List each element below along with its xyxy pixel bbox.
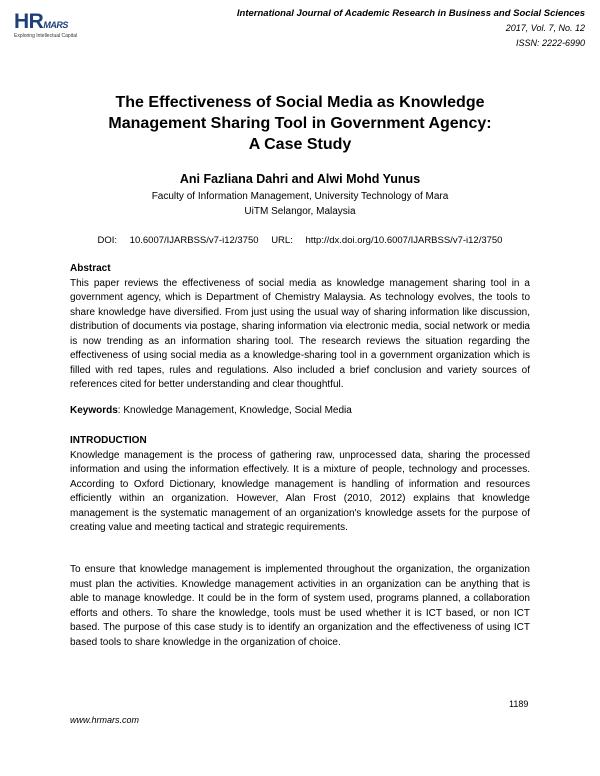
- introduction-paragraph-1: Knowledge management is the process of gathering raw, unprocessed data, sharing the processed information and using the information effectively. It is a mixture of people, technology and processes. According to Oxford Dictionary, knowledge management is handling of information and resources efficiently within an organization. However, Alan Frost (2010, 2012) explains that knowledge management is the systematic management of an organization's knowledge assets for the purpose of creating value and meeting tactical and strategic requirements.: [70, 449, 530, 533]
- keywords-label: Keywords: [70, 405, 118, 416]
- logo-main-text: HR: [14, 10, 44, 33]
- journal-info: [237, 6, 585, 51]
- url-label: URL:: [271, 235, 293, 246]
- introduction-heading: INTRODUCTION: [70, 435, 147, 446]
- doi-value[interactable]: 10.6007/IJARBSS/v7-i12/3750: [129, 235, 259, 246]
- journal-volume: 2017, Vol. 7, No. 12: [505, 23, 585, 33]
- introduction-section: [70, 434, 530, 536]
- introduction-paragraph-2: To ensure that knowledge management is implemented throughout the organization, the organization must plan the activities. Knowledge management activities in an organization can be anything that is able to manage knowledge. It could be in the form of system used, programs planned, a collaboration efforts and others. To share the knowledge, tools must be used whether it is ICT based, or non ICT based. The purpose of this case study is to identify an organization and the effectiveness of using ICT based tools to share knowledge in the organization of choice.: [70, 564, 530, 648]
- logo-small-text: MARS: [43, 20, 68, 30]
- page-number: 1189: [509, 699, 529, 709]
- title-line-3: A Case Study: [248, 136, 352, 153]
- website-link[interactable]: www.hrmars.com: [70, 715, 140, 725]
- abstract-heading: Abstract: [70, 263, 111, 274]
- doi-line: [40, 235, 560, 246]
- keywords-line: [70, 404, 530, 419]
- paper-authors: Ani Fazliana Dahri and Alwi Mohd Yunus: [179, 172, 421, 186]
- logo-tagline: Exploring Intellectual Capital: [14, 33, 78, 39]
- paper-title: [40, 92, 560, 155]
- journal-name: International Journal of Academic Research in Business and Social Sciences: [236, 8, 585, 19]
- title-line-1: The Effectiveness of Social Media as Knowledge: [115, 94, 485, 111]
- logo-wordmark: [14, 10, 68, 34]
- author-affiliation: [40, 189, 560, 219]
- affiliation-line-2: UiTM Selangor, Malaysia: [244, 206, 356, 217]
- journal-issn: ISSN: 2222-6990: [515, 38, 585, 48]
- publisher-logo: [14, 10, 104, 50]
- abstract-text: This paper reviews the effectiveness of social media as knowledge management sharing tool in a government agency, which is Department of Chemistry Malaysia. As technology evolves, the tools to share knowledge have diversified. From just using the usual way of sharing information like discussion, distribution of documents via postage, sharing information via electronic media, social network or media is now trending as an information sharing tool. The research reviews the situation regarding the effectiveness of using social media as a knowledge-sharing tool in a government organization which is filled with red tapes, rules and regulations. Also included a brief conclusion and variety sources of references cited for better understanding and clear thoughtful.: [70, 277, 530, 390]
- introduction-paragraph-2-block: [70, 563, 530, 650]
- title-line-2: Management Sharing Tool in Government Agency:: [108, 115, 492, 132]
- affiliation-line-1: Faculty of Information Management, University Technology of Mara: [151, 191, 449, 202]
- keywords-value: : Knowledge Management, Knowledge, Social Media: [117, 405, 352, 416]
- doi-label: DOI:: [97, 235, 118, 246]
- abstract-section: [70, 262, 530, 393]
- url-link[interactable]: http://dx.doi.org/10.6007/IJARBSS/v7-i12/3750: [305, 235, 503, 246]
